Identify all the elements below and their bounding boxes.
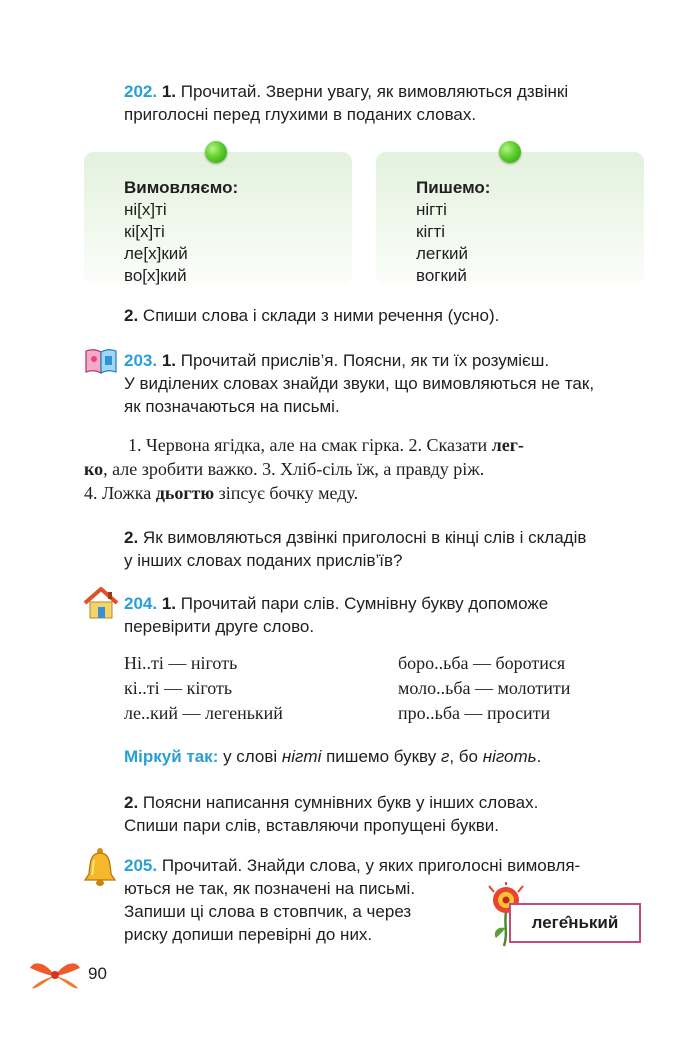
ex202-write-list xyxy=(416,176,490,286)
think-text: пишемо букву xyxy=(321,747,441,766)
list-item: нігті xyxy=(416,200,447,219)
ex203-part1-number: 1. xyxy=(161,351,177,370)
ex203-proverbs xyxy=(84,433,646,505)
ex204-part2-line1: Поясни написання сумнівних букв у інших словах. xyxy=(142,793,539,812)
ex203-number: 203. xyxy=(124,351,158,370)
ex204-line1: Прочитай пари слів. Сумнівну букву допоможе xyxy=(180,594,549,613)
list-item: во[х]кий xyxy=(124,266,187,285)
think-label: Міркуй так: xyxy=(124,747,219,766)
ex203-part2-line2: у інших словах поданих прислів’їв? xyxy=(124,551,403,570)
word-box xyxy=(509,903,641,943)
list-item: моло..ьба — молотити xyxy=(398,678,571,698)
ex203-line3: як позначаються на письмі. xyxy=(124,397,340,416)
house-icon xyxy=(82,586,120,620)
think-letter: г xyxy=(440,747,450,766)
list-item: ле..кий — легенький xyxy=(124,703,283,723)
ex202-number: 202. xyxy=(124,82,158,101)
ex203-part2-number: 2. xyxy=(124,528,139,547)
ex204-part1-number: 1. xyxy=(161,594,177,613)
ex204-pairs-right xyxy=(398,651,570,726)
highlighted-word: дьогтю xyxy=(155,483,215,503)
proverb-text: 1. Червона ягідка, але на смак гірка. 2. Сказати xyxy=(128,435,492,455)
ex202-part2 xyxy=(124,304,499,327)
bell-icon xyxy=(82,846,118,888)
ex202-line1: Прочитай. Зверни увагу, як вимовляються дзвінкі xyxy=(180,82,569,101)
highlighted-word: лег- xyxy=(491,435,524,455)
ex202-part1-number: 1. xyxy=(161,82,177,101)
list-item: про..ьба — просити xyxy=(398,703,551,723)
highlighted-word: ко xyxy=(84,459,104,479)
ex205-line4: риску допиши перевірні до них. xyxy=(124,925,373,944)
ex202-part2-text: Спиши слова і склади з ними речення (усно). xyxy=(142,306,500,325)
green-dot-icon xyxy=(205,141,227,163)
ex204-think xyxy=(124,745,541,768)
ex205-line2: ються не так, як позначені на письмі. xyxy=(124,879,416,898)
ex203-part2 xyxy=(124,526,664,572)
ex205-line3: Запиши ці слова в стовпчик, а через xyxy=(124,902,412,921)
ex204-line2: перевірити друге слово. xyxy=(124,617,315,636)
ex204-pairs-left xyxy=(124,651,283,726)
green-dot-icon xyxy=(499,141,521,163)
ex203-line2: У виділених словах знайди звуки, що вимовляються не так, xyxy=(124,374,595,393)
word-box-text: леге̂нький xyxy=(531,913,619,932)
book-icon xyxy=(84,347,118,375)
think-word: нігті xyxy=(281,747,322,766)
list-item: ле[х]кий xyxy=(124,244,188,263)
list-item: ні[х]ті xyxy=(124,200,167,219)
proverb-text: , але зробити важко. 3. Хліб-сіль їж, а правду ріж. xyxy=(103,459,485,479)
ex205-number: 205. xyxy=(124,856,158,875)
ex203-instruction xyxy=(124,349,664,418)
ex202-part2-number: 2. xyxy=(124,306,139,325)
ex202-instruction xyxy=(124,80,664,126)
list-item: кі..ті — кіготь xyxy=(124,678,233,698)
ex202-pronounce-heading: Вимовляємо: xyxy=(124,178,239,197)
ex204-part2-number: 2. xyxy=(124,793,139,812)
ex205-line1: Прочитай. Знайди слова, у яких приголосні вимовля- xyxy=(161,856,581,875)
think-word: ніготь xyxy=(482,747,537,766)
ex203-part2-line1: Як вимовляються дзвінкі приголосні в кінці слів і складів xyxy=(142,528,587,547)
ex202-pronounce-list xyxy=(124,176,238,286)
proverb-text: 4. Ложка xyxy=(84,483,156,503)
think-text: , бо xyxy=(449,747,483,766)
think-text: у слові xyxy=(218,747,282,766)
ex204-part2 xyxy=(124,791,664,837)
ex202-write-heading: Пишемо: xyxy=(416,178,491,197)
list-item: боро..ьба — боротися xyxy=(398,653,566,673)
page-number: 90 xyxy=(88,964,107,983)
ex203-line1: Прочитай прислів’я. Поясни, як ти їх розумієш. xyxy=(180,351,550,370)
list-item: вогкий xyxy=(416,266,467,285)
list-item: легкий xyxy=(416,244,469,263)
proverb-text: зіпсує бочку меду. xyxy=(214,483,359,503)
list-item: кі[х]ті xyxy=(124,222,165,241)
ex202-line2: приголосні перед глухими в поданих словах. xyxy=(124,105,477,124)
list-item: кігті xyxy=(416,222,445,241)
page-ornament-icon xyxy=(28,958,82,992)
list-item: Ні..ті — ніготь xyxy=(124,653,238,673)
ex204-part2-line2: Спиши пари слів, вставляючи пропущені букви. xyxy=(124,816,499,835)
ex204-instruction xyxy=(124,592,664,638)
think-text: . xyxy=(536,747,542,766)
ex204-number: 204. xyxy=(124,594,158,613)
